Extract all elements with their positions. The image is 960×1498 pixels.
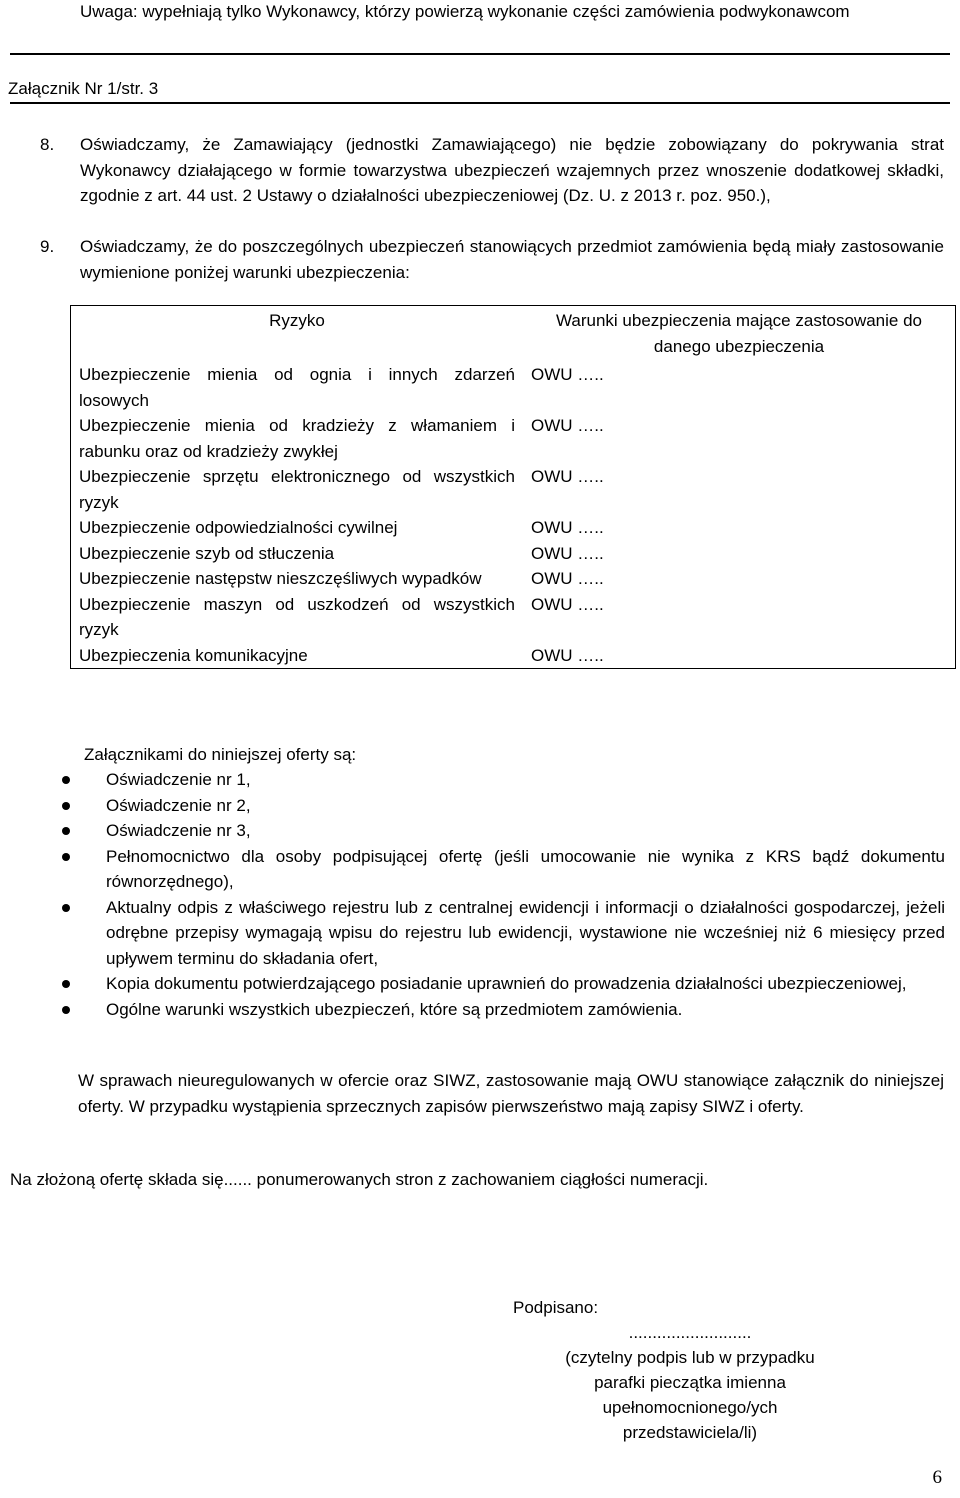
signature-caption-line-1: (czytelny podpis lub w przypadku [565, 1348, 815, 1367]
conditions-cell: OWU ….. [523, 464, 956, 515]
declaration-8-text: Oświadczamy, że Zamawiający (jednostki Zamawiającego) nie będzie zobowiązany do pokrywania strat Wykonawcy działającego w formie towarzystwa ubezpieczeń wzajemnych przez wnoszenie dodatkowej składki, zgodnie z art. 44 ust. 2 Ustawy o działalności ubezpieczeniowej (Dz. U. z 2013 r. poz. 950.), [80, 135, 944, 205]
attachment-text: Oświadczenie nr 3, [106, 821, 251, 840]
unregulated-matters-note: W sprawach nieuregulowanych w ofercie oraz SIWZ, zastosowanie mają OWU stanowiące załącznik do niniejszej oferty. W przypadku wystąpienia sprzecznych zapisów pierwszeństwo mają zapisy SIWZ i oferty. [78, 1071, 944, 1116]
conditions-cell: OWU ….. [523, 515, 956, 541]
attachment-text: Oświadczenie nr 1, [106, 770, 251, 789]
conditions-cell: OWU ….. [523, 413, 956, 464]
declaration-9-number: 9. [40, 237, 55, 256]
list-item [60, 793, 945, 819]
list-item [60, 844, 945, 895]
attachment-text: Pełnomocnictwo dla osoby podpisującej ofertę (jeśli umocowanie nie wynika z KRS bądź dokumentu równorzędnego), [106, 846, 945, 891]
list-item [60, 895, 945, 972]
conditions-cell: OWU ….. [523, 592, 956, 643]
insurance-conditions-table [70, 305, 956, 669]
page-number: 6 [932, 1467, 942, 1488]
conditions-cell: OWU ….. [523, 362, 956, 413]
attachment-text: Kopia dokumentu potwierdzającego posiadanie uprawnień do prowadzenia działalności ubezpieczeniowej, [106, 974, 907, 993]
bullet-icon [62, 776, 70, 784]
bullet-icon [62, 802, 70, 810]
risk-cell: Ubezpieczenie maszyn od uszkodzeń od wszystkich ryzyk [71, 592, 524, 643]
risk-cell: Ubezpieczenie szyb od stłuczenia [71, 541, 524, 567]
risk-cell: Ubezpieczenia komunikacyjne [71, 643, 524, 669]
bullet-icon [62, 853, 70, 861]
conditions-cell: OWU ….. [523, 541, 956, 567]
attachments-intro: Załącznikami do niniejszej oferty są: [84, 745, 357, 764]
table-row [71, 566, 956, 592]
signature-caption-line-3: upełnomocnionego/ych [602, 1398, 778, 1417]
signature-caption-line-4: przedstawiciela/li) [622, 1423, 758, 1442]
bullet-icon [62, 904, 70, 912]
list-item [60, 971, 945, 997]
attachment-text: Ogólne warunki wszystkich ubezpieczeń, które są przedmiotem zamówienia. [106, 999, 683, 1019]
column-header-risk: Ryzyko [71, 306, 524, 363]
table-row [71, 643, 956, 669]
table-header-row [71, 306, 956, 363]
list-item [60, 997, 945, 1023]
annex-label: Załącznik Nr 1/str. 3 [8, 79, 159, 98]
header-divider-bottom [10, 102, 950, 104]
table-row [71, 413, 956, 464]
header-divider-top [10, 53, 950, 55]
signature-caption-line-2: parafki pieczątka imienna [594, 1373, 786, 1392]
risk-cell: Ubezpieczenie odpowiedzialności cywilnej [71, 515, 524, 541]
list-item [60, 767, 945, 793]
table-row [71, 464, 956, 515]
table-row [71, 515, 956, 541]
column-header-conditions: Warunki ubezpieczenia mające zastosowanie do danego ubezpieczenia [523, 306, 956, 363]
attachments-list [60, 767, 945, 1022]
risk-cell: Ubezpieczenie mienia od kradzieży z włamaniem i rabunku oraz od kradzieży zwykłej [71, 413, 524, 464]
risk-cell: Ubezpieczenie następstw nieszczęśliwych wypadków [71, 566, 524, 592]
table-row [71, 592, 956, 643]
conditions-cell: OWU ….. [523, 643, 956, 669]
table-row [71, 362, 956, 413]
signature-label: Podpisano: [513, 1298, 599, 1317]
conditions-cell: OWU ….. [523, 566, 956, 592]
declaration-8-number: 8. [40, 135, 55, 154]
risk-cell: Ubezpieczenie mienia od ognia i innych zdarzeń losowych [71, 362, 524, 413]
list-item [60, 818, 945, 844]
attachment-text: Aktualny odpis z właściwego rejestru lub z centralnej ewidencji i informacji o działalności gospodarczej, jeżeli odrębne przepisy wymagają wpisu do rejestru lub ewidencji, wystawione nie wcześniej niż 6 miesięcy przed upływem terminu do składania ofert, [106, 897, 945, 968]
header-note: Uwaga: wypełniają tylko Wykonawcy, którzy powierzą wykonanie części zamówienia podwykonawcom [80, 2, 850, 21]
page-count-note: Na złożoną ofertę składa się...... ponumerowanych stron z zachowaniem ciągłości numeracji. [10, 1170, 709, 1189]
bullet-icon [62, 827, 70, 835]
bullet-icon [62, 980, 70, 988]
declaration-9-text: Oświadczamy, że do poszczególnych ubezpieczeń stanowiących przedmiot zamówienia będą miały zastosowanie wymienione poniżej warunki ubezpieczenia: [80, 237, 944, 282]
risk-cell: Ubezpieczenie sprzętu elektronicznego od wszystkich ryzyk [71, 464, 524, 515]
attachment-text: Oświadczenie nr 2, [106, 795, 251, 815]
signature-dots: .......................... [628, 1323, 752, 1342]
table-row [71, 541, 956, 567]
bullet-icon [62, 1006, 70, 1014]
